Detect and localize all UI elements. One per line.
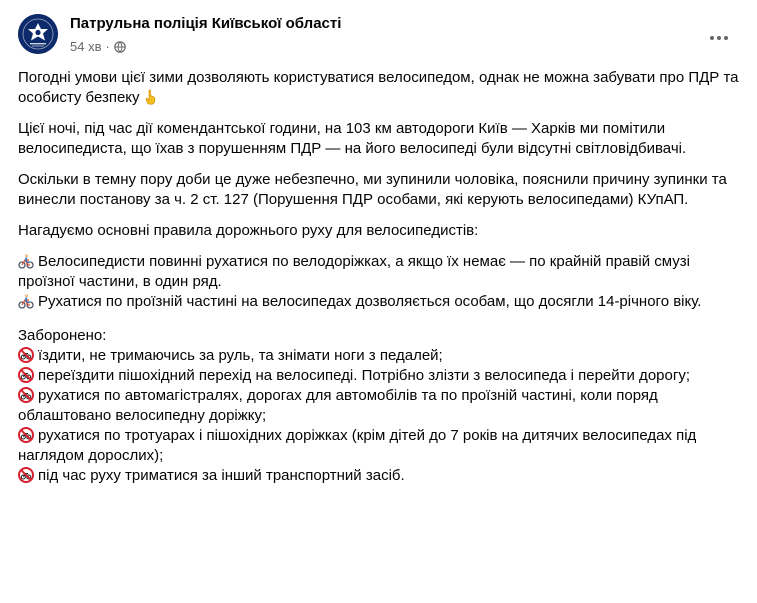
cyclist-icon (18, 293, 34, 309)
rule-text: Велосипедисти повинні рухатися по велодоріжках, а якщо їх немає — по крайній правій смузі проїзної частини, в один ряд. (18, 253, 690, 290)
forbidden-text: їздити, не тримаючись за руль, та знімати ноги з педалей; (38, 347, 443, 364)
more-dot (717, 36, 721, 40)
no-bicycles-icon (18, 427, 34, 443)
police-badge-icon (18, 14, 58, 54)
forbidden-item (18, 426, 740, 466)
post-meta (70, 39, 126, 54)
more-options-icon (710, 36, 714, 40)
no-bicycles-icon (18, 347, 34, 363)
forbidden-item (18, 346, 740, 366)
page-name-link[interactable]: Патрульна поліція Київської області (70, 15, 342, 32)
paragraph-3: Оскільки в темну пору доби це дуже небезпечно, ми зупинили чоловіка, пояснили причину зупинки та винесли постанову за ч. 2 ст. 127 (Порушення ПДР особами, які керують велосипедами) КУпАП. (18, 171, 727, 208)
forbidden-text: рухатися по автомагістралях, дорогах для автомобілів та по проїзній частині, коли поряд облаштовано велосипедну доріжку; (18, 387, 658, 424)
forbidden-item (18, 366, 740, 386)
forbidden-text: під час руху триматися за інший транспортний засіб. (38, 467, 405, 484)
rules-list (18, 252, 740, 312)
forbidden-text: переїздити пішохідний перехід на велосипеді. Потрібно злізти з велосипеда і перейти дорогу; (38, 367, 690, 384)
paragraph-4: Нагадуємо основні правила дорожнього руху для велосипедистів: (18, 222, 479, 239)
page-avatar[interactable] (18, 14, 58, 54)
paragraph-2: Цієї ночі, під час дії комендантської години, на 103 км автодороги Київ — Харків ми помітили велосипедиста, що їхав з порушенням ПДР — на його велосипеді були відсутні світловідбивачі. (18, 120, 687, 157)
post-header (18, 14, 739, 60)
no-bicycles-icon (18, 367, 34, 383)
paragraph-1-text: Погодні умови цієї зими дозволяють користуватися велосипедом, однак не можна забувати про ПДР та особисту безпеку (18, 69, 739, 106)
rule-item (18, 252, 740, 292)
rule-item (18, 292, 740, 312)
post-body (18, 68, 740, 497)
cyclist-icon (18, 253, 34, 269)
forbidden-item (18, 386, 740, 426)
forbidden-list (18, 326, 740, 486)
forbidden-heading: Заборонено: (18, 327, 107, 344)
meta-separator: · (105, 39, 110, 54)
forbidden-item (18, 466, 740, 486)
paragraph-1 (18, 68, 740, 108)
globe-icon[interactable] (114, 41, 126, 53)
no-bicycles-icon (18, 387, 34, 403)
no-bicycles-icon (18, 467, 34, 483)
more-options-button[interactable] (701, 20, 737, 56)
post-timestamp[interactable]: 54 хв (70, 39, 102, 54)
forbidden-text: рухатися по тротуарах і пішохідних доріжках (крім дітей до 7 років на дитячих велосипедах під наглядом дорослих); (18, 427, 697, 464)
more-dot (724, 36, 728, 40)
rule-text: Рухатися по проїзній частині на велосипедах дозволяється особам, що досягли 14-річного віку. (38, 293, 702, 310)
pointing-hand-icon (142, 89, 158, 105)
